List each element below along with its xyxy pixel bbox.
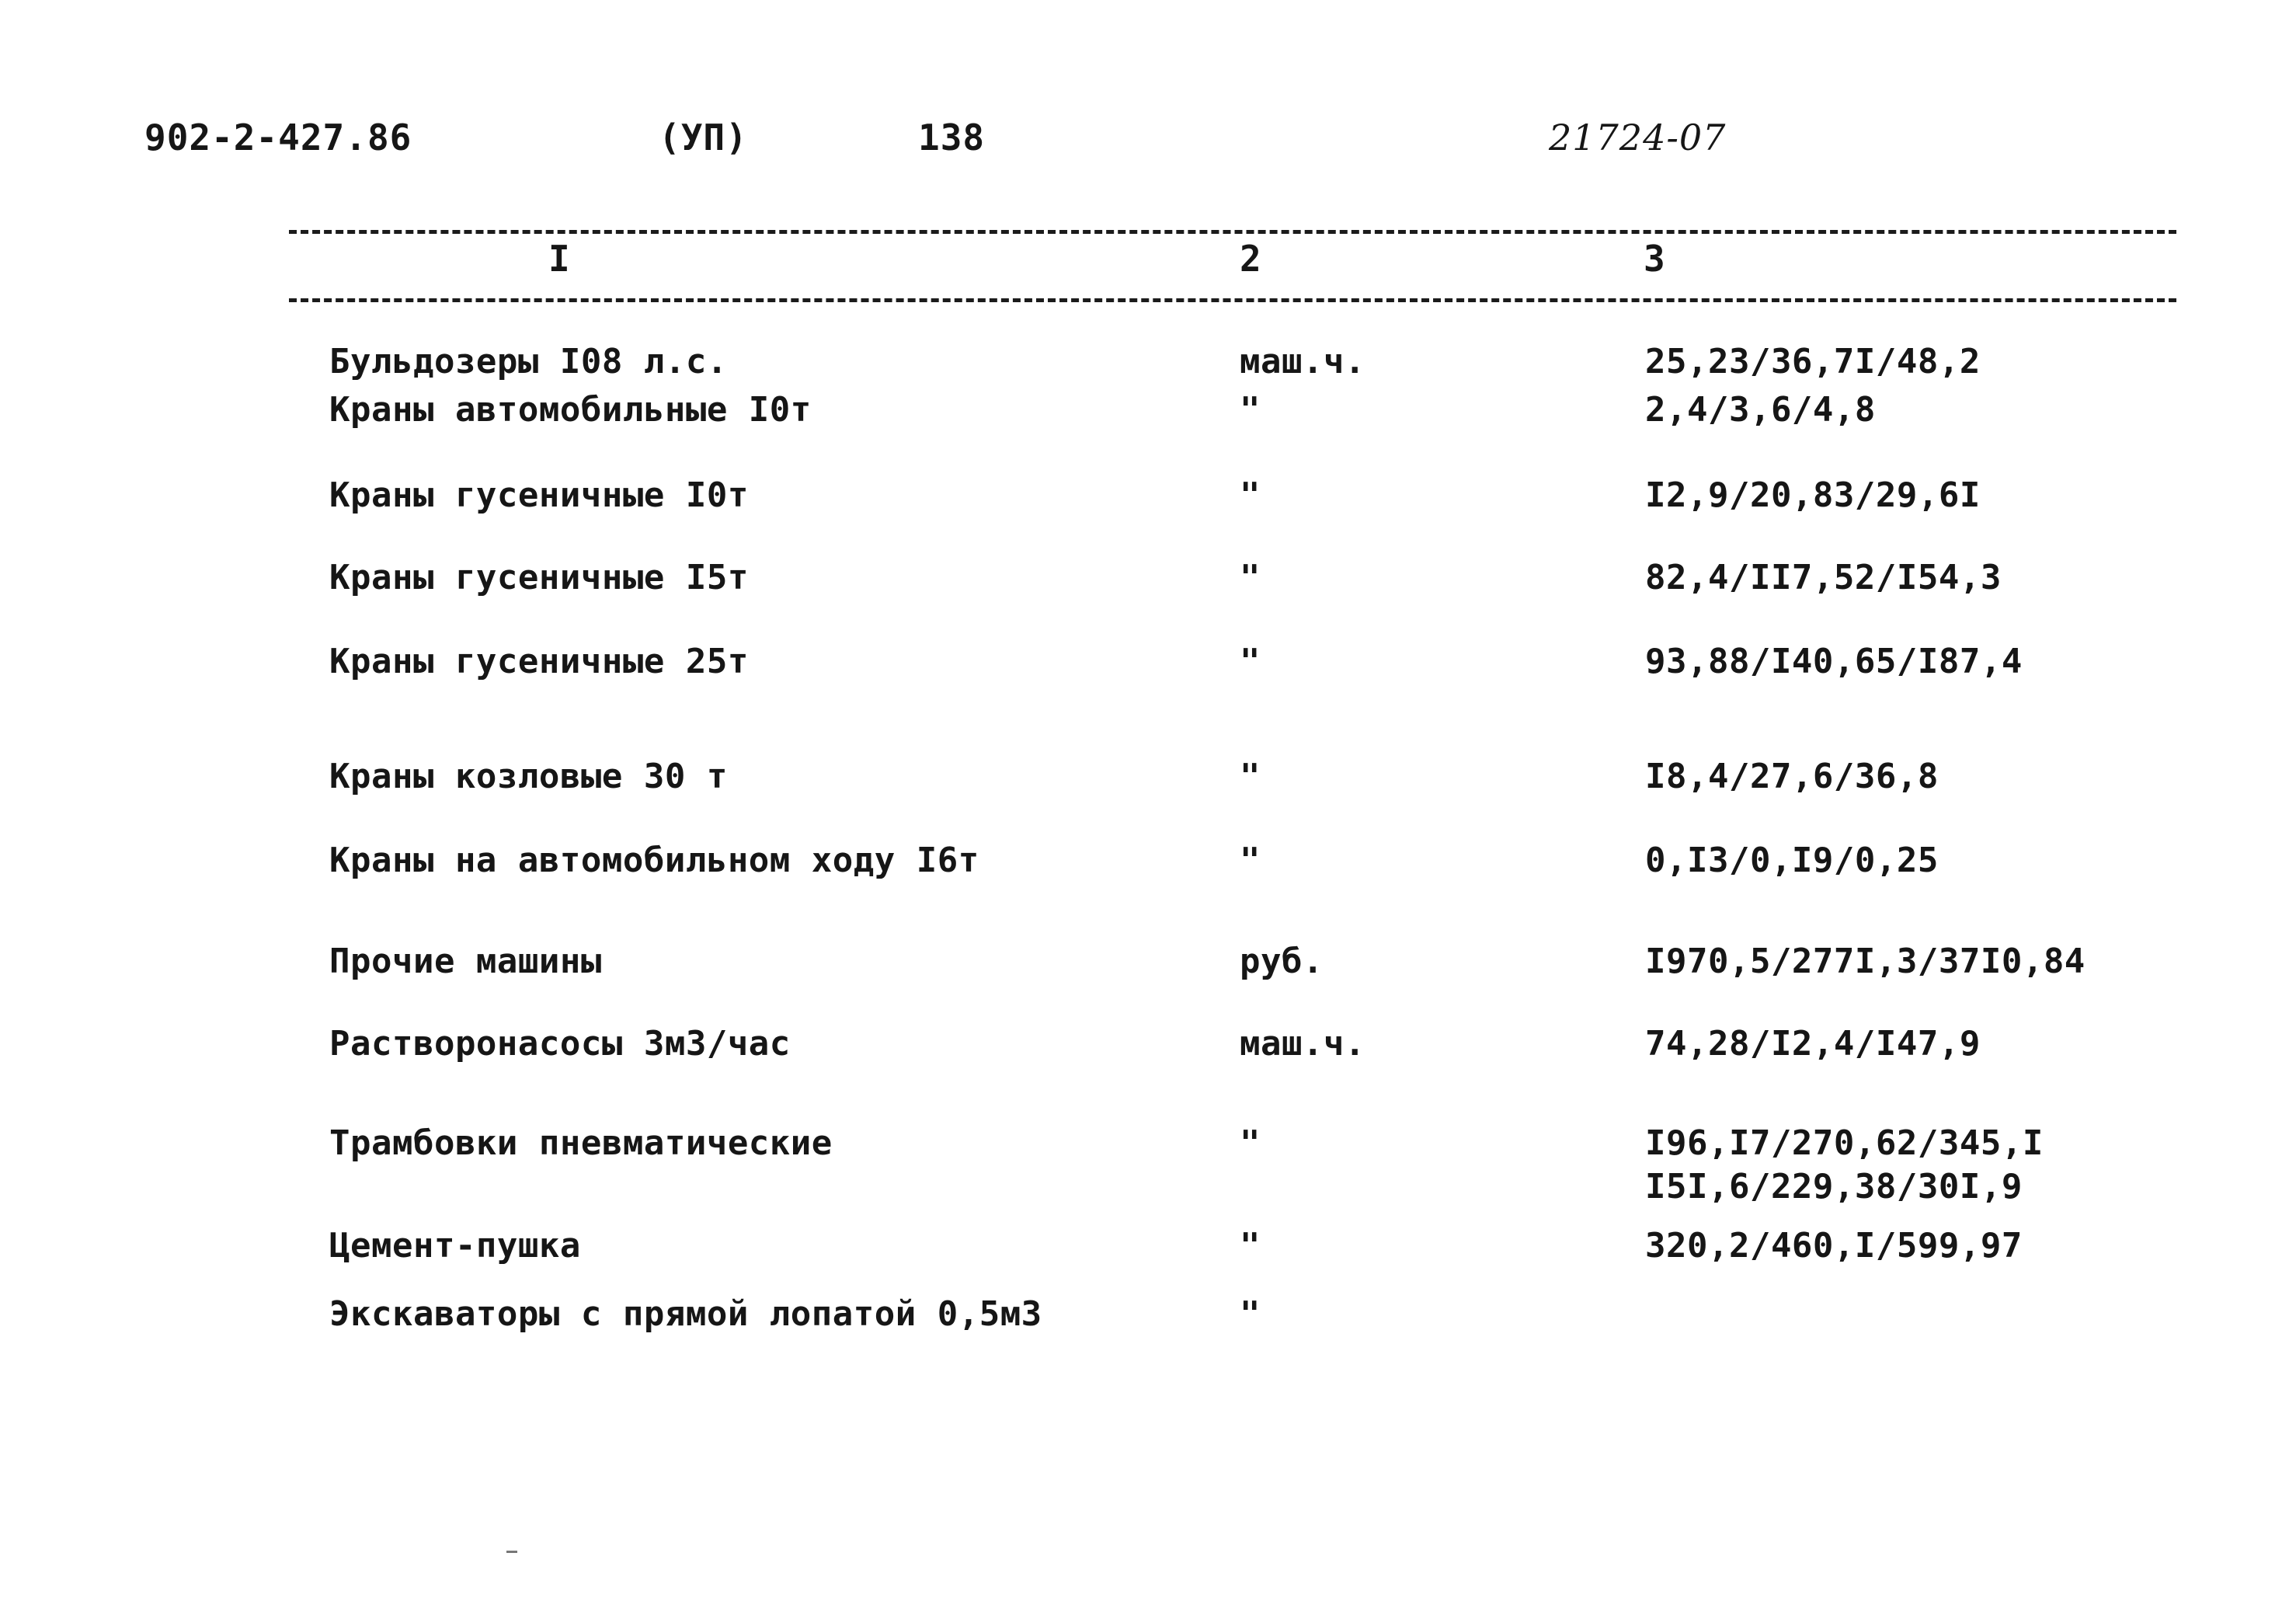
unit: " (1240, 841, 1261, 880)
unit: " (1240, 1226, 1261, 1266)
unit: " (1240, 1123, 1261, 1163)
value: 0,I3/0,I9/0,25 (1645, 841, 1939, 880)
value: 320,2/460,I/599,97 (1645, 1226, 2023, 1266)
machine-name: Бульдозеры I08 л.с. (329, 342, 728, 381)
value: 93,88/I40,65/I87,4 (1645, 642, 2023, 681)
table-row (0, 1123, 2296, 1206)
table-row (0, 390, 2296, 437)
document-code: 902-2-427.86 (144, 117, 412, 158)
table-row (0, 1226, 2296, 1273)
table-row (0, 342, 2296, 388)
value: I970,5/277I,3/37I0,84 (1645, 942, 2086, 981)
column-header-1: I (548, 238, 570, 280)
value: 25,23/36,7I/48,2 (1645, 342, 1981, 381)
machine-name: Краны на автомобильном ходу I6т (329, 841, 979, 880)
value: I2,9/20,83/29,6I (1645, 475, 1981, 515)
machine-name: Прочие машины (329, 942, 602, 981)
value: I96,I7/270,62/345,I (1645, 1123, 2044, 1163)
unit: маш.ч. (1240, 1024, 1365, 1064)
table-top-rule (289, 230, 2176, 234)
machine-name: Трамбовки пневматические (329, 1123, 833, 1163)
machine-name: Краны гусеничные 25т (329, 642, 749, 681)
machine-name: Растворонасосы 3м3/час (329, 1024, 791, 1064)
column-header-3: 3 (1644, 238, 1665, 280)
unit: " (1240, 1294, 1261, 1334)
machine-name: Краны гусеничные I5т (329, 558, 749, 597)
unit: " (1240, 757, 1261, 796)
value: 74,28/I2,4/I47,9 (1645, 1024, 1981, 1064)
table-row (0, 642, 2296, 688)
value: 2,4/3,6/4,8 (1645, 390, 1876, 430)
scan-speck (506, 1551, 517, 1553)
table-row (0, 841, 2296, 887)
machine-name: Экскаваторы с прямой лопатой 0,5м3 (329, 1294, 1042, 1334)
value: I8,4/27,6/36,8 (1645, 757, 1939, 796)
value-extra: I5I,6/229,38/30I,9 (1645, 1167, 2023, 1206)
section-label: (УП) (659, 117, 748, 158)
machine-name: Краны гусеничные I0т (329, 475, 749, 515)
value: 82,4/II7,52/I54,3 (1645, 558, 2002, 597)
unit: руб. (1240, 942, 1324, 981)
unit: " (1240, 558, 1261, 597)
inventory-number: 21724-07 (1549, 117, 1727, 158)
unit: " (1240, 642, 1261, 681)
table-header-rule (289, 298, 2176, 302)
page-number: 138 (918, 117, 986, 158)
table-row (0, 475, 2296, 522)
table-row (0, 1294, 2296, 1341)
machine-name: Краны козловые 30 т (329, 757, 728, 796)
machine-name: Цемент-пушка (329, 1226, 581, 1266)
machine-name: Краны автомобильные I0т (329, 390, 812, 430)
table-row (0, 1024, 2296, 1071)
unit: маш.ч. (1240, 342, 1365, 381)
column-header-2: 2 (1240, 238, 1261, 280)
table-row (0, 558, 2296, 604)
table-row (0, 757, 2296, 803)
unit: " (1240, 390, 1261, 430)
unit: " (1240, 475, 1261, 515)
table-row (0, 942, 2296, 988)
